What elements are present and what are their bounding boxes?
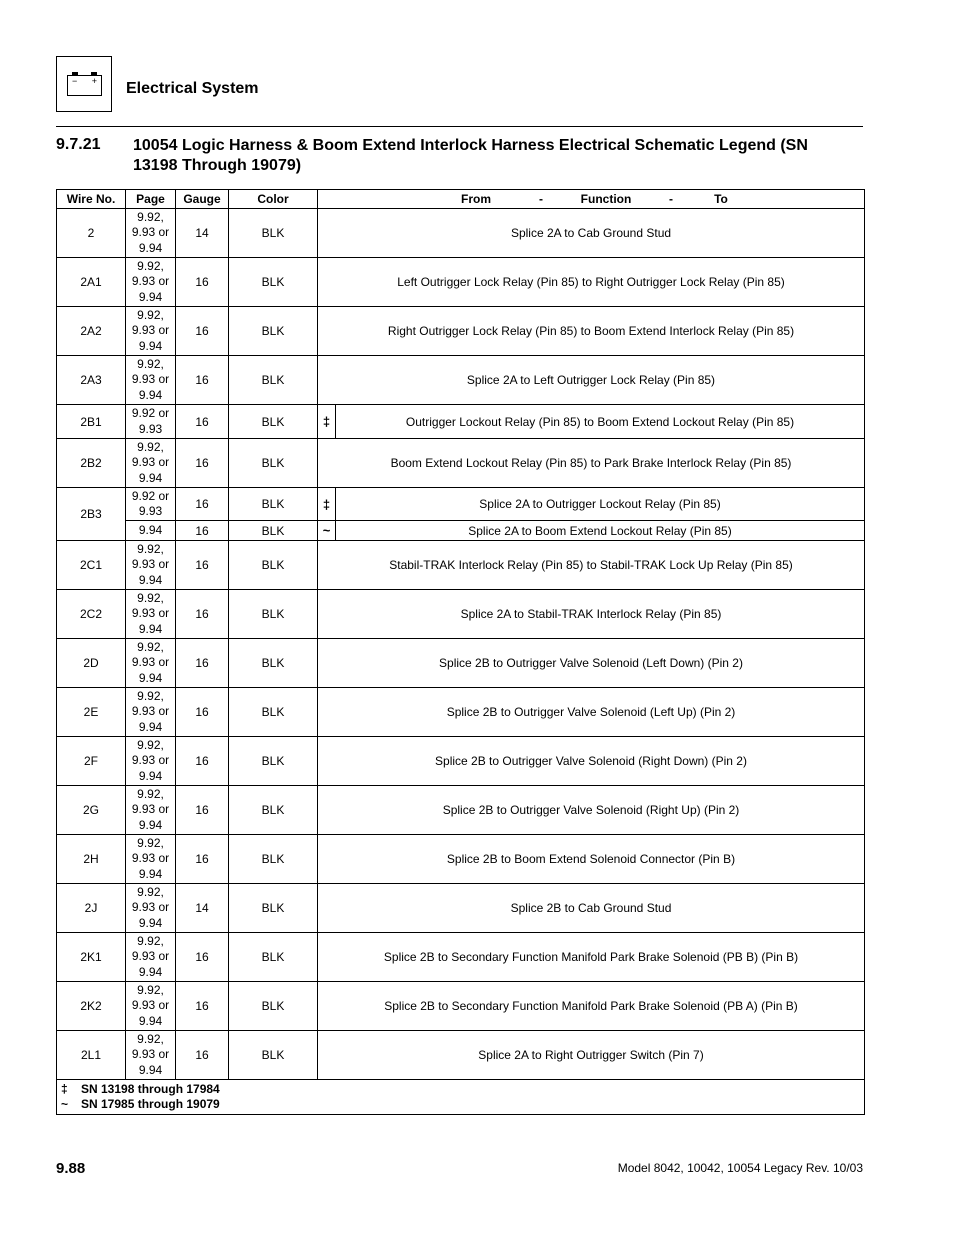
gauge-cell: 16 bbox=[176, 982, 229, 1031]
section-number: 9.7.21 bbox=[56, 136, 101, 153]
function-cell: Splice 2B to Secondary Function Manifold Park Brake Solenoid (PB A) (Pin B) bbox=[318, 982, 865, 1031]
color-cell: BLK bbox=[229, 590, 318, 639]
note-symbol: ‡ bbox=[61, 1082, 68, 1096]
page-cell: 9.92, 9.93 or 9.94 bbox=[126, 1031, 176, 1080]
function-cell: Splice 2B to Outrigger Valve Solenoid (Right Down) (Pin 2) bbox=[318, 737, 865, 786]
color-cell: BLK bbox=[229, 356, 318, 405]
section-icon-frame bbox=[56, 56, 112, 112]
function-cell: Splice 2A to Boom Extend Lockout Relay (Pin 85) bbox=[336, 521, 865, 541]
header-to: To bbox=[714, 192, 728, 206]
wire-cell: 2B1 bbox=[57, 405, 126, 439]
wire-cell: 2E bbox=[57, 688, 126, 737]
gauge-cell: 16 bbox=[176, 639, 229, 688]
gauge-cell: 16 bbox=[176, 1031, 229, 1080]
gauge-cell: 16 bbox=[176, 933, 229, 982]
page-number: 9.88 bbox=[56, 1160, 86, 1177]
table-row bbox=[57, 488, 865, 521]
page-cell: 9.92, 9.93 or 9.94 bbox=[126, 933, 176, 982]
note-line bbox=[61, 1097, 860, 1112]
page-cell: 9.92, 9.93 or 9.94 bbox=[126, 737, 176, 786]
table-row bbox=[57, 541, 865, 590]
wire-cell: 2D bbox=[57, 639, 126, 688]
section-title: 10054 Logic Harness & Boom Extend Interlock Harness Electrical Schematic Legend (SN 13198 Through 19079) bbox=[133, 137, 808, 174]
wire-cell: 2L1 bbox=[57, 1031, 126, 1080]
gauge-cell: 16 bbox=[176, 488, 229, 521]
page-cell: 9.92, 9.93 or 9.94 bbox=[126, 209, 176, 258]
wire-cell: 2B2 bbox=[57, 439, 126, 488]
table-row bbox=[57, 835, 865, 884]
table-row bbox=[57, 356, 865, 405]
wire-cell: 2H bbox=[57, 835, 126, 884]
table-row bbox=[57, 590, 865, 639]
battery-terminal-negative bbox=[72, 72, 78, 75]
wire-cell: 2A2 bbox=[57, 307, 126, 356]
header-divider bbox=[56, 126, 863, 127]
table-row bbox=[57, 982, 865, 1031]
page-cell: 9.92, 9.93 or 9.94 bbox=[126, 590, 176, 639]
page-cell: 9.92, 9.93 or 9.94 bbox=[126, 786, 176, 835]
function-cell: Splice 2A to Left Outrigger Lock Relay (Pin 85) bbox=[318, 356, 865, 405]
header-dash: - bbox=[669, 192, 673, 206]
section-name: Electrical System bbox=[126, 80, 259, 97]
gauge-cell: 16 bbox=[176, 405, 229, 439]
page-cell: 9.92, 9.93 or 9.94 bbox=[126, 639, 176, 688]
gauge-cell: 16 bbox=[176, 356, 229, 405]
gauge-cell: 16 bbox=[176, 521, 229, 541]
function-cell: Splice 2B to Boom Extend Solenoid Connector (Pin B) bbox=[318, 835, 865, 884]
color-cell: BLK bbox=[229, 258, 318, 307]
gauge-cell: 16 bbox=[176, 541, 229, 590]
header-page: Page bbox=[126, 190, 176, 209]
page-cell: 9.92, 9.93 or 9.94 bbox=[126, 982, 176, 1031]
wire-cell: 2C1 bbox=[57, 541, 126, 590]
table-notes bbox=[57, 1080, 865, 1115]
table-row bbox=[57, 786, 865, 835]
function-cell: Splice 2A to Stabil-TRAK Interlock Relay (Pin 85) bbox=[318, 590, 865, 639]
color-cell: BLK bbox=[229, 439, 318, 488]
table-notes-row bbox=[57, 1080, 865, 1115]
color-cell: BLK bbox=[229, 1031, 318, 1080]
wire-cell: 2 bbox=[57, 209, 126, 258]
table-row bbox=[57, 258, 865, 307]
header-gauge: Gauge bbox=[176, 190, 229, 209]
function-cell: Left Outrigger Lock Relay (Pin 85) to Right Outrigger Lock Relay (Pin 85) bbox=[318, 258, 865, 307]
note-text: SN 17985 through 19079 bbox=[81, 1097, 220, 1111]
color-cell: BLK bbox=[229, 488, 318, 521]
gauge-cell: 16 bbox=[176, 307, 229, 356]
function-cell: Right Outrigger Lock Relay (Pin 85) to Boom Extend Interlock Relay (Pin 85) bbox=[318, 307, 865, 356]
minus-sign: − bbox=[72, 76, 78, 86]
wire-cell: 2K1 bbox=[57, 933, 126, 982]
gauge-cell: 14 bbox=[176, 209, 229, 258]
table-row bbox=[57, 933, 865, 982]
color-cell: BLK bbox=[229, 541, 318, 590]
wire-cell: 2B3 bbox=[57, 488, 126, 541]
serial-range-marker: ‡ bbox=[318, 405, 336, 439]
page-cell: 9.92, 9.93 or 9.94 bbox=[126, 258, 176, 307]
table-row bbox=[57, 737, 865, 786]
header-dash: - bbox=[539, 192, 543, 206]
color-cell: BLK bbox=[229, 786, 318, 835]
page-cell: 9.92, 9.93 or 9.94 bbox=[126, 884, 176, 933]
page-cell: 9.92, 9.93 or 9.94 bbox=[126, 835, 176, 884]
color-cell: BLK bbox=[229, 209, 318, 258]
wire-cell: 2K2 bbox=[57, 982, 126, 1031]
gauge-cell: 16 bbox=[176, 590, 229, 639]
gauge-cell: 16 bbox=[176, 786, 229, 835]
wire-cell: 2C2 bbox=[57, 590, 126, 639]
wire-cell: 2A1 bbox=[57, 258, 126, 307]
color-cell: BLK bbox=[229, 933, 318, 982]
battery-icon bbox=[67, 75, 102, 96]
table-row bbox=[57, 405, 865, 439]
table-row bbox=[57, 209, 865, 258]
header-function-label: Function bbox=[580, 192, 632, 206]
header-from: From bbox=[461, 192, 491, 206]
color-cell: BLK bbox=[229, 688, 318, 737]
wire-cell: 2G bbox=[57, 786, 126, 835]
function-cell: Splice 2B to Outrigger Valve Solenoid (Left Down) (Pin 2) bbox=[318, 639, 865, 688]
wire-legend-table bbox=[56, 189, 865, 1115]
table-row bbox=[57, 639, 865, 688]
gauge-cell: 14 bbox=[176, 884, 229, 933]
gauge-cell: 16 bbox=[176, 737, 229, 786]
color-cell: BLK bbox=[229, 639, 318, 688]
function-cell: Outrigger Lockout Relay (Pin 85) to Boom Extend Lockout Relay (Pin 85) bbox=[336, 405, 865, 439]
function-cell: Boom Extend Lockout Relay (Pin 85) to Park Brake Interlock Relay (Pin 85) bbox=[318, 439, 865, 488]
color-cell: BLK bbox=[229, 884, 318, 933]
wire-cell: 2F bbox=[57, 737, 126, 786]
function-cell: Splice 2B to Secondary Function Manifold Park Brake Solenoid (PB B) (Pin B) bbox=[318, 933, 865, 982]
page-cell: 9.92, 9.93 or 9.94 bbox=[126, 439, 176, 488]
table-row bbox=[57, 688, 865, 737]
page-cell: 9.92 or 9.93 bbox=[126, 405, 176, 439]
function-cell: Splice 2A to Cab Ground Stud bbox=[318, 209, 865, 258]
header-wire-no: Wire No. bbox=[57, 190, 126, 209]
color-cell: BLK bbox=[229, 835, 318, 884]
gauge-cell: 16 bbox=[176, 835, 229, 884]
function-cell: Splice 2B to Outrigger Valve Solenoid (Left Up) (Pin 2) bbox=[318, 688, 865, 737]
wire-cell: 2J bbox=[57, 884, 126, 933]
model-revision: Model 8042, 10042, 10054 Legacy Rev. 10/03 bbox=[617, 1161, 863, 1175]
function-cell: Stabil-TRAK Interlock Relay (Pin 85) to Stabil-TRAK Lock Up Relay (Pin 85) bbox=[318, 541, 865, 590]
header-function bbox=[318, 190, 865, 209]
page-cell: 9.94 bbox=[126, 521, 176, 541]
function-cell: Splice 2A to Right Outrigger Switch (Pin 7) bbox=[318, 1031, 865, 1080]
page-cell: 9.92 or 9.93 bbox=[126, 488, 176, 521]
function-cell: Splice 2A to Outrigger Lockout Relay (Pin 85) bbox=[336, 488, 865, 521]
color-cell: BLK bbox=[229, 982, 318, 1031]
wire-cell: 2A3 bbox=[57, 356, 126, 405]
plus-sign: + bbox=[91, 76, 97, 86]
page-cell: 9.92, 9.93 or 9.94 bbox=[126, 356, 176, 405]
header-color: Color bbox=[229, 190, 318, 209]
color-cell: BLK bbox=[229, 405, 318, 439]
function-cell: Splice 2B to Cab Ground Stud bbox=[318, 884, 865, 933]
table-row bbox=[57, 884, 865, 933]
color-cell: BLK bbox=[229, 307, 318, 356]
gauge-cell: 16 bbox=[176, 688, 229, 737]
note-line bbox=[61, 1082, 860, 1097]
table-row bbox=[57, 1031, 865, 1080]
table-row bbox=[57, 307, 865, 356]
page-cell: 9.92, 9.93 or 9.94 bbox=[126, 688, 176, 737]
table-row bbox=[57, 521, 865, 541]
gauge-cell: 16 bbox=[176, 258, 229, 307]
table-header-row bbox=[57, 190, 865, 209]
color-cell: BLK bbox=[229, 521, 318, 541]
function-cell: Splice 2B to Outrigger Valve Solenoid (Right Up) (Pin 2) bbox=[318, 786, 865, 835]
table-row bbox=[57, 439, 865, 488]
gauge-cell: 16 bbox=[176, 439, 229, 488]
serial-range-marker: ‡ bbox=[318, 488, 336, 521]
note-symbol: ~ bbox=[61, 1097, 69, 1111]
page-cell: 9.92, 9.93 or 9.94 bbox=[126, 541, 176, 590]
page-cell: 9.92, 9.93 or 9.94 bbox=[126, 307, 176, 356]
note-text: SN 13198 through 17984 bbox=[81, 1082, 220, 1096]
serial-range-marker: ~ bbox=[318, 521, 336, 541]
battery-terminal-positive bbox=[91, 72, 97, 75]
color-cell: BLK bbox=[229, 737, 318, 786]
